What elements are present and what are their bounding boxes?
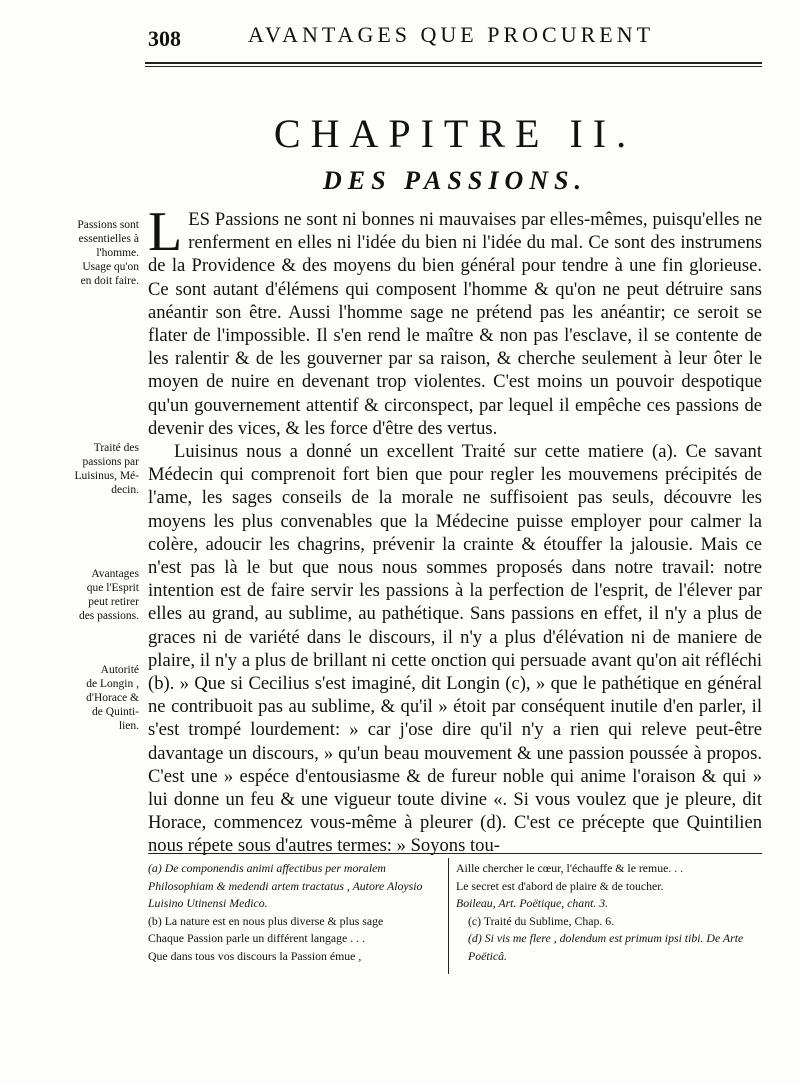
footnote-column-divider — [448, 858, 449, 974]
footnote-verse: Aille chercher le cœur, l'échauffe & le remue. . . — [456, 861, 684, 875]
chapter-title: CHAPITRE II. — [273, 111, 637, 156]
margin-note-line: essentielles à — [78, 233, 139, 245]
footnote-source: Boileau, Art. Poëtique, chant. 3. — [456, 896, 609, 910]
footnote-a: (a) De componendis animi affectibus per moralem Philosophiam & medendi artem tractatus , Autore Aloysio Luisino Utinensi Medico. — [148, 861, 423, 910]
margin-note-autorite — [55, 663, 139, 733]
margin-note-line: que l'Esprit — [86, 582, 139, 594]
margin-note-line: Luisinus, Mé- — [74, 470, 139, 482]
margin-note-line: Traité des — [93, 442, 139, 454]
margin-note-traite — [55, 441, 139, 497]
margin-note-line: passions par — [82, 456, 139, 468]
margin-note-line: peut retirer — [88, 596, 139, 608]
margin-note-line: d'Horace & — [86, 692, 139, 704]
margin-note-line: Usage qu'on — [82, 261, 139, 273]
footnote-b-verse: Chaque Passion parle un différent langage . . . — [148, 931, 365, 945]
margin-note-line: de Longin , — [86, 678, 139, 690]
section-title: DES PASSIONS. — [323, 166, 587, 195]
body-text — [148, 201, 762, 858]
margin-note-line: decin. — [111, 484, 139, 496]
margin-note-line: Avantages — [91, 568, 139, 580]
footnote-b: (b) La nature est en nous plus diverse & plus sage — [148, 913, 384, 928]
margin-note-passions — [55, 218, 139, 288]
paragraph-1-text: ES Passions ne sont ni bonnes ni mauvaises par elles-mêmes, puisqu'elles ne renferment en elles ni l'idée du bien ni l'idée du mal. Ce sont des instrumens de la Providence & des moyens du bien général pour tendre à une fin glorieuse. Ce sont autant d'élémens qui composent l'homme & qu'on ne peut détruire sans anéantir son être. Aussi l'homme sage ne prétend pas les anéantir; ce seroit se flater de l'impossible. Il s'en rend le maître & non pas l'esclave, il se contente de les ralentir & de les gouverner par sa raison, & cherche seulement à leur ôter le moyen de nuire en devenant trop violentes. C'est moins un pouvoir despotique qu'un gouvernement attentif & circonspect, par lequel il empêche ces passions de devenir des vices, & les force d'être des vertus. — [148, 209, 762, 439]
footnote-b-verse: Que dans tous vos discours la Passion émue , — [148, 948, 362, 963]
page-number: 308 — [148, 26, 181, 51]
margin-note-line: Autorité — [100, 664, 139, 676]
margin-note-line: des passions. — [78, 610, 139, 622]
margin-note-line: en doit faire. — [80, 275, 139, 287]
footnote-d: (d) Si vis me flere , dolendum est primum ipsi tibi. De Arte Poëticâ. — [468, 931, 744, 963]
margin-note-line: lien. — [118, 720, 139, 732]
margin-note-avantages — [55, 567, 139, 623]
footnote-verse: Le secret est d'abord de plaire & de toucher. — [456, 878, 664, 893]
footnotes-right — [456, 860, 762, 965]
footnote-c: (c) Traité du Sublime, Chap. 6. — [468, 913, 615, 928]
margin-note-line: l'homme. — [96, 247, 139, 259]
paragraph-2: Luisinus nous a donné un excellent Traité sur cette matiere (a). Ce savant Médecin qui comprenoit fort bien que pour regler les mouvemens précipités de l'ame, les sages conseils de la morale ne suffisoient pas seuls, découvre les moyens les plus convenables que la Médecine puisse employer pour calmer la colère, adoucir les chagrins, prévenir la crainte & étouffer la jalousie. Mais ce n'est pas là le but que nous nous sommes proposés dans notre travail: notre intention est de faire servir les passions à la perfection de l'esprit, de l'élever par elles au grand, au sublime, au pathétique. Sans passions en effet, il n'y a plus de graces ni de variété dans le discours, il n'y a plus d'élévation ni de maniere de plaire, il n'y a plus de brillant ni cette onction qui persuade avant qu'on ait réfléchi (b). » Que si Cecilius s'est imaginé, dit Longin (c), » que le pathétique en général ne contribuoit pas au sublime, & qu'il » étoit par conséquent inutile d'en parler, il s'est trompé lourdement: » car j'ose dire qu'il n'y a rien qui releve peut-être davantage un discours, » qu'un beau mouvement & une passion poussée à propos. C'est une » espéce d'entousiasme & de fureur noble qui anime l'oraison & qui » lui donne un feu & une vigueur toute divine «. Si vous voulez que je pleure, dit Horace, commencez vous-même à pleurer (d). C'est ce précepte que Quintilien nous répete sous d'autres termes: » Soyons tou- — [148, 441, 762, 857]
header-rule-thin — [145, 66, 762, 67]
paragraph-1 — [148, 201, 762, 440]
drop-cap: L — [148, 201, 183, 263]
footnotes-left — [148, 860, 444, 965]
running-head: AVANTAGES QUE PROCURENT — [248, 22, 655, 47]
margin-note-line: de Quinti- — [92, 706, 139, 718]
header-rule — [145, 62, 762, 64]
footnote-rule — [148, 853, 762, 854]
margin-note-line: Passions sont — [77, 219, 139, 231]
